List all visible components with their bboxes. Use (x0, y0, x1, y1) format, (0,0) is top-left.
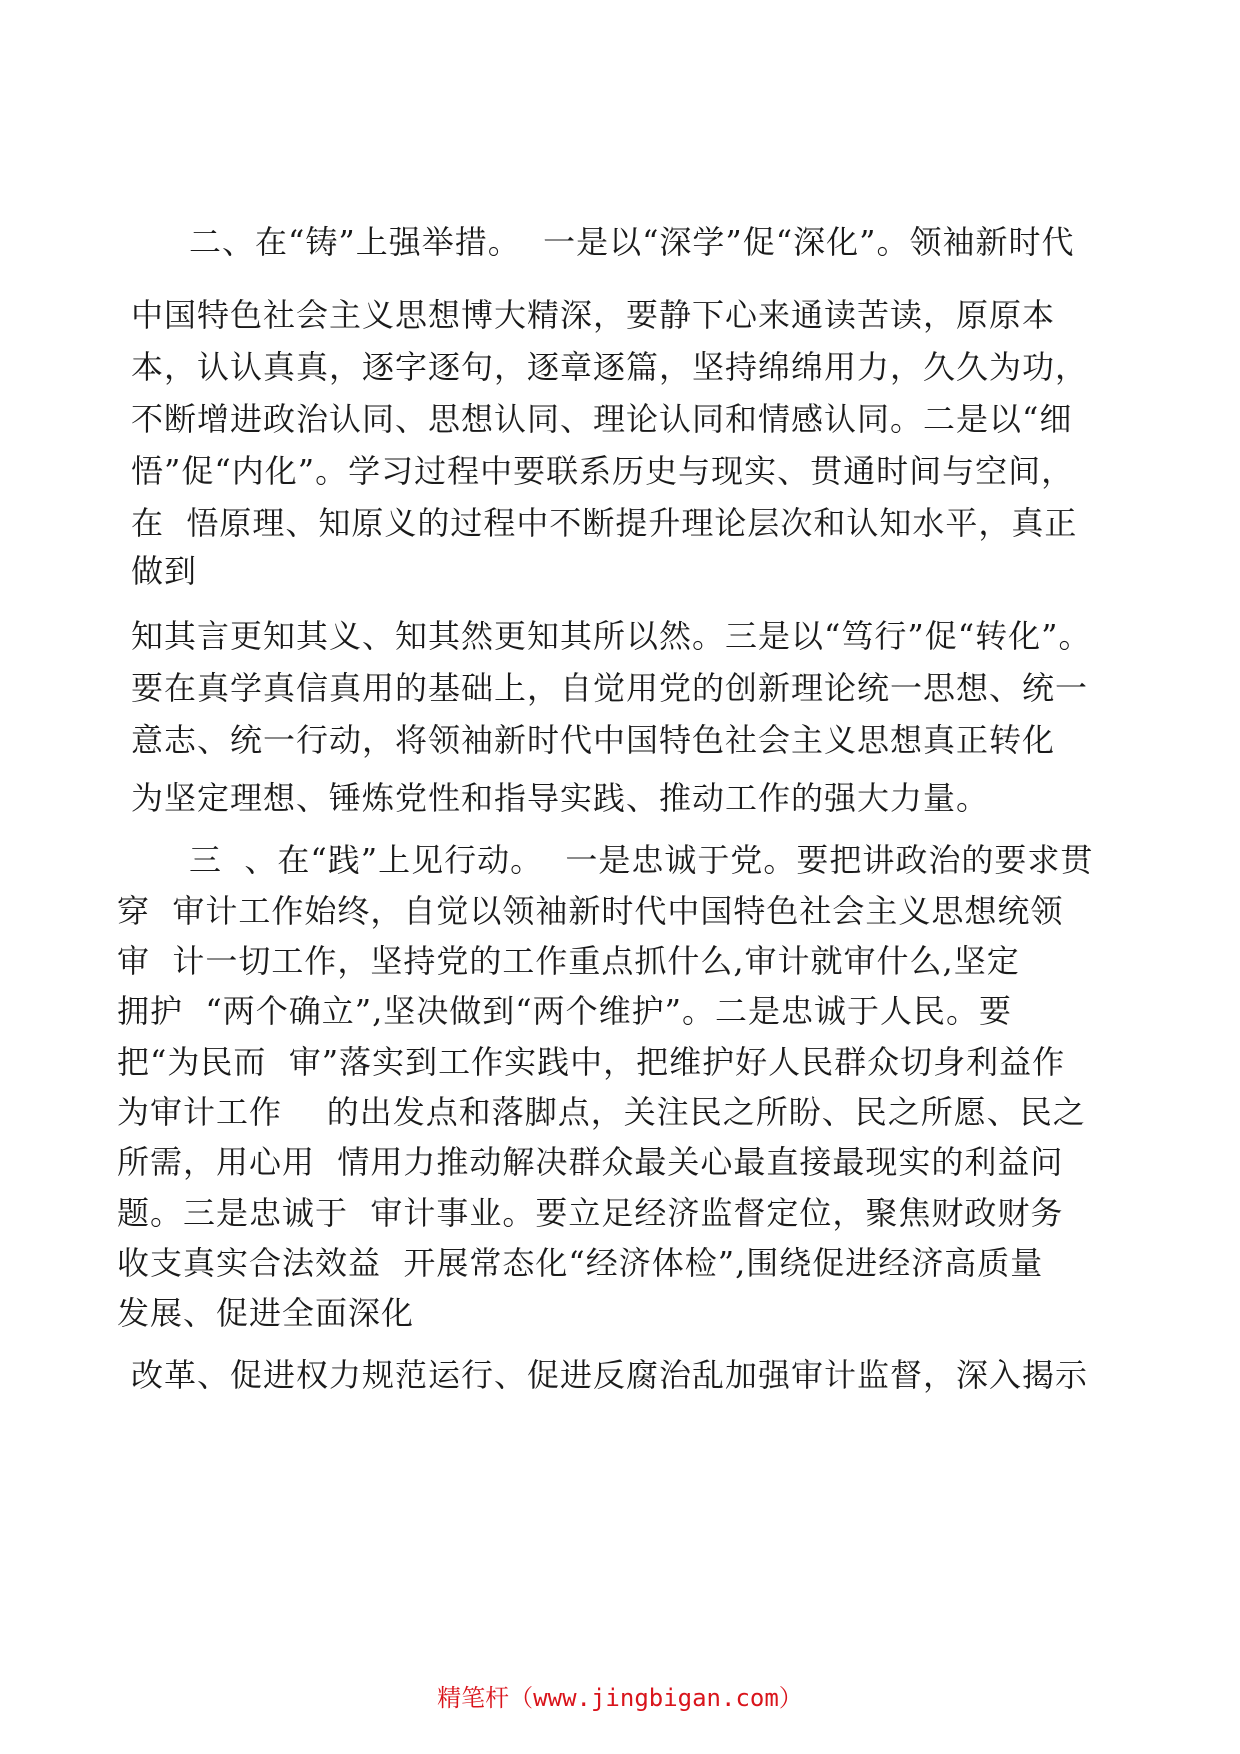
paragraph-line: 改革、促进权力规范运行、促进反腐治乱加强审计监督，深入揭示 (131, 1356, 1089, 1394)
paragraph-line: 拥护 “两个确立”,坚决做到“两个维护”。二是忠诚于人民。要 (117, 992, 1012, 1030)
paragraph-line: 把“为民而 审”落实到工作实践中，把维护好人民群众切身利益作 (117, 1043, 1066, 1081)
paragraph-line: 为坚定理想、锤炼党性和指导实践、推动工作的强大力量。 (131, 779, 990, 817)
paragraph-line: 穿 审计工作始终，自觉以领袖新时代中国特色社会主义思想统领 (117, 892, 1064, 930)
paragraph-line: 为审计工作 的出发点和落脚点，关注民之所盼、民之所愿、民之 (117, 1093, 1086, 1131)
paragraph-line: 在 悟原理、知原义的过程中不断提升理论层次和认知水平，真正 (131, 504, 1078, 542)
paragraph-line: 发展、促进全面深化 (117, 1294, 415, 1332)
paragraph-line: 中国特色社会主义思想博大精深，要静下心来通读苦读，原原本 (131, 296, 1056, 334)
paragraph-line: 题。三是忠诚于 审计事业。要立足经济监督定位，聚焦财政财务 (117, 1194, 1064, 1232)
paragraph-line: 不断增进政治认同、思想认同、理论认同和情感认同。二是以“细 (131, 400, 1073, 438)
footer-watermark[interactable]: 精笔杆（www.jingbigan.com） (437, 1684, 803, 1712)
paragraph-line: 二、在“铸”上强举措。 一是以“深学”促“深化”。领袖新时代 (189, 223, 1075, 261)
paragraph-line: 悟”促“内化”。学习过程中要联系历史与现实、贯通时间与空间， (131, 452, 1075, 490)
paragraph-line: 知其言更知其义、知其然更知其所以然。三是以“笃行”促“转化”。 (131, 617, 1092, 655)
paragraph-line: 做到 (131, 552, 198, 590)
paragraph-line: 要在真学真信真用的基础上，自觉用党的创新理论统一思想、统一 (131, 669, 1089, 707)
paragraph-line: 意志、统一行动，将领袖新时代中国特色社会主义思想真正转化 (131, 721, 1056, 759)
paragraph-line: 收支真实合法效益 开展常态化“经济体检”,围绕促进经济高质量 (117, 1244, 1044, 1282)
paragraph-line: 三 、在“践”上见行动。 一是忠诚于党。要把讲政治的要求贯 (189, 841, 1094, 879)
paragraph-line: 所需，用心用 情用力推动解决群众最关心最直接最现实的利益问 (117, 1143, 1064, 1181)
paragraph-line: 本，认认真真，逐字逐句，逐章逐篇，坚持绵绵用力，久久为功， (131, 348, 1089, 386)
paragraph-line: 审 计一切工作，坚持党的工作重点抓什么,审计就审什么,坚定 (117, 942, 1020, 980)
